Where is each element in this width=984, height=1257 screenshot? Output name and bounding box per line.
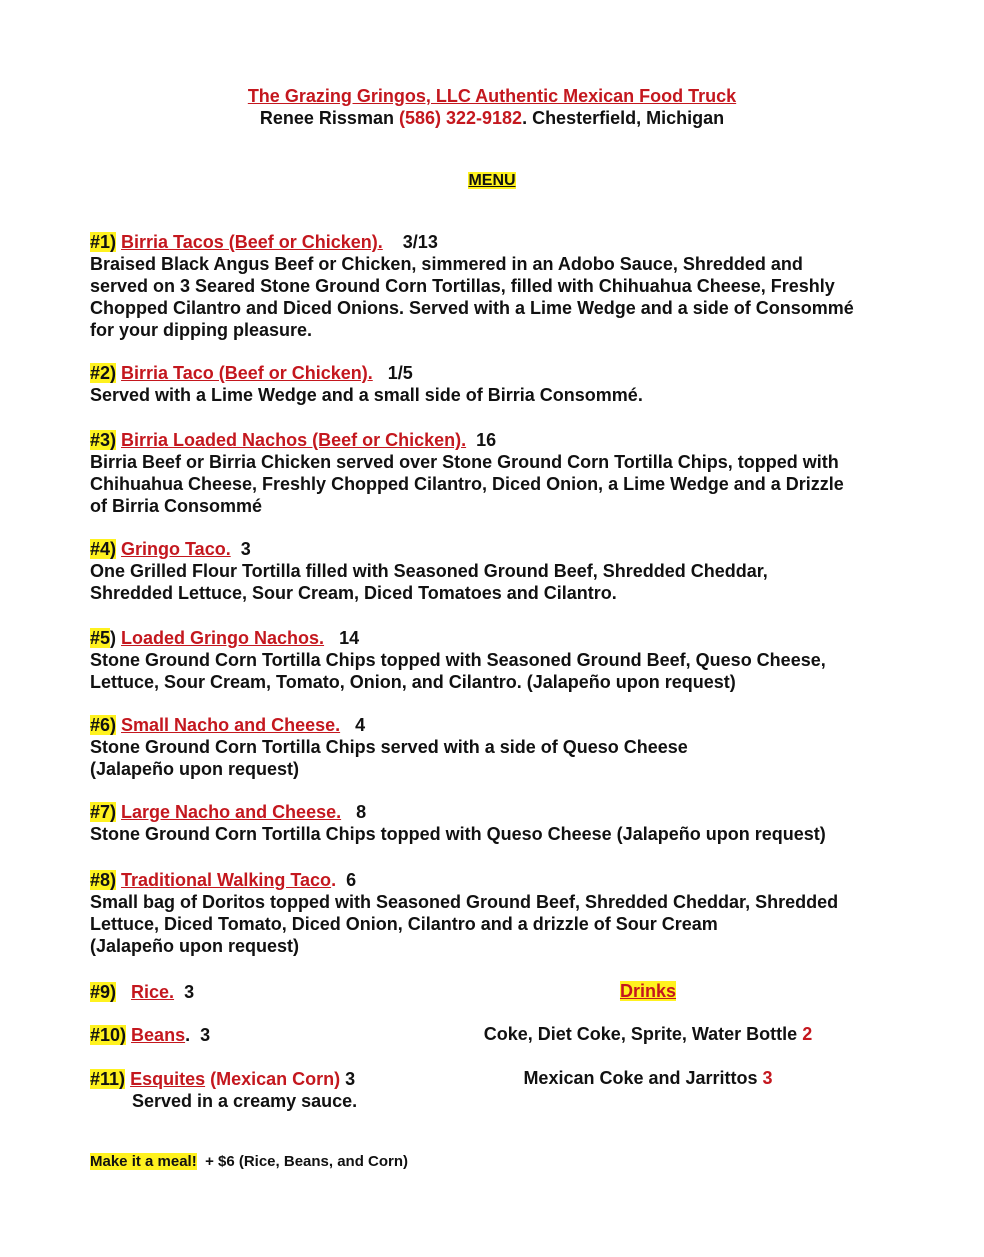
item-name: Traditional Walking Taco — [121, 870, 332, 890]
menu-title: MENU — [468, 172, 516, 189]
item-price: 8 — [356, 802, 367, 822]
item-name: Birria Taco (Beef or Chicken). — [121, 363, 373, 383]
item-description: Birria Beef or Birria Chicken served over Stone Ground Corn Tortilla Chips, topped with Chihuahua Cheese, Freshly Chopped Cilantro, Diced Onion, a Lime Wedge and a Drizzle of Birria Consommé — [90, 452, 844, 516]
item-description: Stone Ground Corn Tortilla Chips served with a side of Queso Cheese (Jalapeño upon request) — [90, 737, 688, 779]
header-title: The Grazing Gringos, LLC Authentic Mexican Food Truck — [247, 86, 737, 106]
drinks-title: Drinks — [619, 981, 677, 1001]
item-description: Served with a Lime Wedge and a small side of Birria Consommé. — [90, 385, 643, 405]
item-description: Stone Ground Corn Tortilla Chips topped with Queso Cheese (Jalapeño upon request) — [90, 824, 826, 844]
item-name: Beans — [131, 1025, 186, 1045]
item-number: #10) — [90, 1025, 127, 1045]
item-price: 1/5 — [387, 363, 413, 383]
item-description: Stone Ground Corn Tortilla Chips topped with Seasoned Ground Beef, Queso Cheese, Lettuce, Sour Cream, Tomato, Onion, and Cilantro. (Jalapeño upon request) — [90, 650, 826, 692]
meal-offer — [90, 1153, 408, 1170]
item-name: Birria Loaded Nachos (Beef or Chicken). — [121, 430, 467, 450]
item-name: Rice. — [131, 982, 175, 1002]
meal-text: + $6 (Rice, Beans, and Corn) — [205, 1153, 409, 1170]
item-name: Esquites — [130, 1069, 206, 1089]
drink-text: Mexican Coke and Jarrittos — [523, 1068, 758, 1088]
location: . Chesterfield, Michigan — [522, 108, 725, 128]
item-description: Small bag of Doritos topped with Seasoned Ground Beef, Shredded Cheddar, Shredded Lettuce, Diced Tomato, Diced Onion, Cilantro and a drizzle of Sour Cream (Jalapeño upon request) — [90, 892, 839, 956]
menu-item — [90, 538, 890, 604]
item-price: 16 — [476, 430, 497, 450]
item-price: 3/13 — [402, 232, 438, 252]
item-price: 4 — [355, 715, 366, 735]
item-name: Birria Tacos (Beef or Chicken). — [121, 232, 383, 252]
item-name: Small Nacho and Cheese. — [121, 715, 341, 735]
item-price: 3 — [200, 1025, 211, 1045]
item-number: #7) — [90, 802, 117, 822]
item-number: #8) — [90, 870, 117, 890]
drink-text: Coke, Diet Coke, Sprite, Water Bottle — [483, 1024, 798, 1044]
item-number: #9) — [90, 982, 117, 1002]
item-name: Large Nacho and Cheese. — [121, 802, 342, 822]
item-price: 3 — [184, 982, 195, 1002]
item-extra: (Mexican Corn) — [210, 1069, 341, 1089]
item-number: #4) — [90, 539, 117, 559]
menu-item — [90, 362, 890, 406]
item-number: #6) — [90, 715, 117, 735]
item-description: Braised Black Angus Beef or Chicken, simmered in an Adobo Sauce, Shredded and served on 3 Seared Stone Ground Corn Tortillas, filled with Chihuahua Cheese, Freshly Chopped Cilantro and Diced Onions. Served with a Lime Wedge and a side of Consommé for your dipping pleasure. — [90, 254, 854, 340]
menu-item: #8) Traditional Walking Taco. 6 Small bag of Doritos topped with Seasoned Ground Beef, Shredded Cheddar, Shredded Lettuce, Diced Tomato, Diced Onion, Cilantro and a drizzle of Sour Cream (Jalapeño upon request) — [90, 869, 890, 957]
menu-item — [90, 429, 890, 517]
item-number: #2) — [90, 363, 117, 383]
item-name: Gringo Taco. — [121, 539, 231, 559]
item-number: #3) — [90, 430, 117, 450]
item-price: 14 — [339, 628, 360, 648]
item-number: #5 — [90, 628, 111, 648]
menu-item — [90, 231, 890, 341]
drink-price: 2 — [802, 1024, 813, 1044]
item-name: Loaded Gringo Nachos. — [121, 628, 325, 648]
item-number: #11) — [90, 1069, 126, 1089]
item-description: One Grilled Flour Tortilla filled with Seasoned Ground Beef, Shredded Cheddar, Shredded Lettuce, Sour Cream, Diced Tomatoes and Cilantro. — [90, 561, 768, 603]
menu-item: #5) Loaded Gringo Nachos. 14 Stone Ground Corn Tortilla Chips topped with Seasoned Ground Beef, Queso Cheese, Lettuce, Sour Cream, Tomato, Onion, and Cilantro. (Jalapeño upon request) — [90, 627, 890, 693]
item-number: #1) — [90, 232, 117, 252]
meal-label: Make it a meal! — [90, 1153, 197, 1170]
header-contact — [0, 108, 984, 129]
drink-line — [470, 1024, 826, 1045]
item-price: 6 — [346, 870, 357, 890]
phone-number: (586) 322-9182 — [398, 108, 523, 128]
drink-price: 3 — [762, 1068, 773, 1088]
menu-item — [90, 801, 890, 845]
owner-name: Renee Rissman — [259, 108, 394, 128]
drink-line — [470, 1068, 826, 1089]
item-price: 3 — [345, 1069, 356, 1089]
item-price: 3 — [240, 539, 251, 559]
side-item: #10) Beans. 3 — [90, 1025, 211, 1045]
item-description: Served in a creamy sauce. — [132, 1091, 358, 1111]
menu-item — [90, 714, 890, 780]
